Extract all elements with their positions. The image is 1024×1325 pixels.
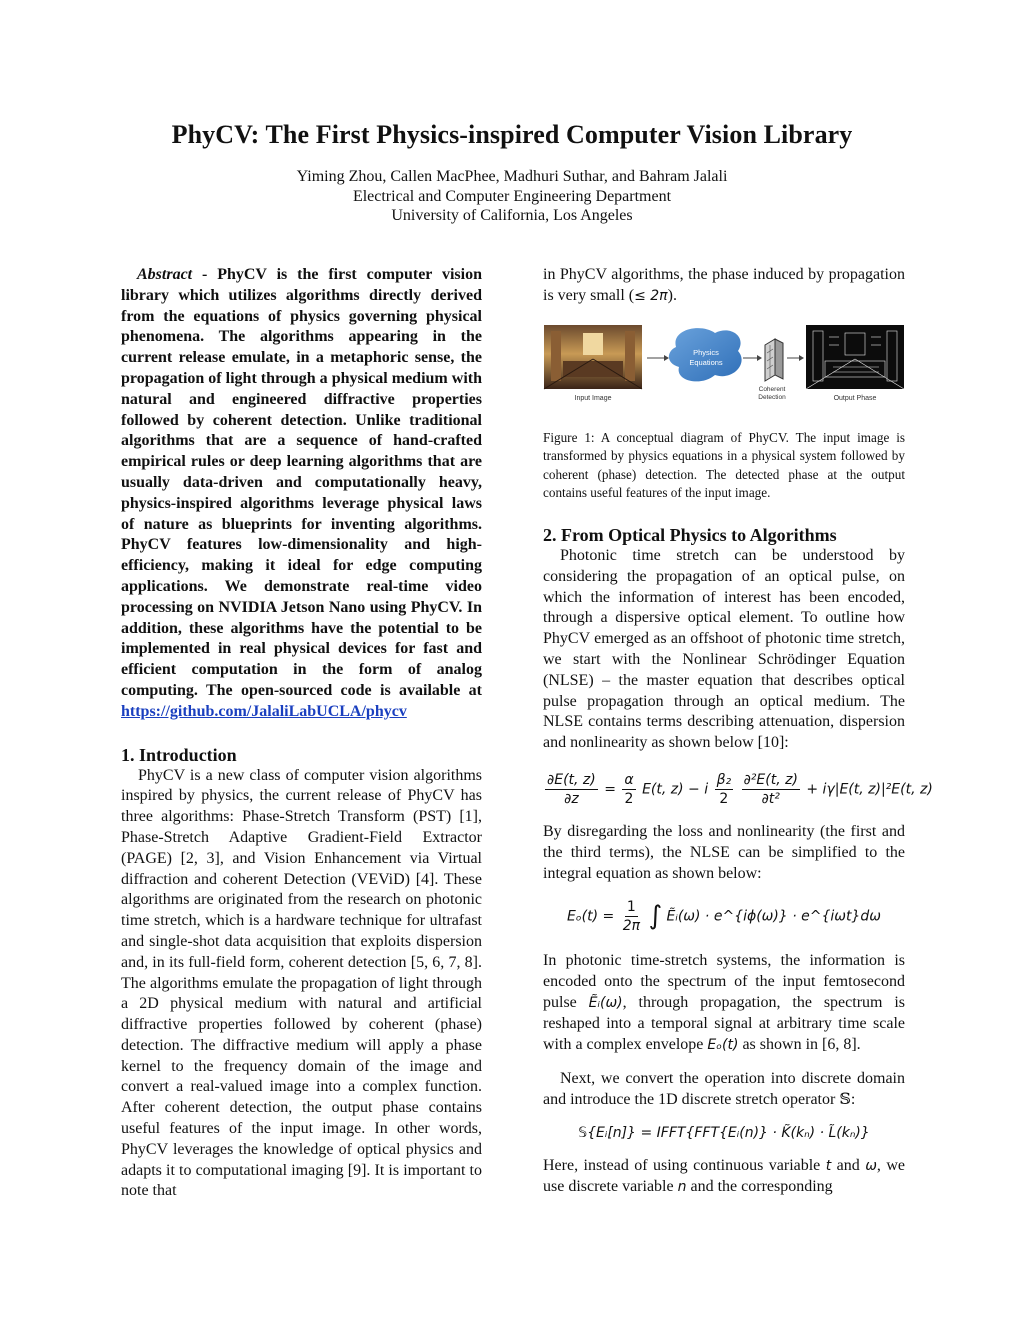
arrow-icon — [743, 355, 762, 361]
stretch-operator-equation: 𝕊{Eᵢ[n]} = IFFT{FFT{Eᵢ(n)} · K̃(kₙ) · L̃(kₙ)} — [578, 1124, 870, 1141]
eq-term: β₂ — [716, 771, 732, 788]
nlse-equation — [543, 771, 933, 808]
p5-math: t — [825, 1157, 832, 1174]
phase-bound-math: ≤ 2π — [634, 287, 668, 304]
figure-caption: Figure 1: A conceptual diagram of PhyCV. The input image is transformed by physics equations in a physical system followed by coherent (phase) detection. The detected phase at the output contains useful features of the input image. — [543, 429, 905, 501]
eq-term: Ẽᵢ(ω) · e^{iϕ(ω)} · e^{iωt}dω — [666, 908, 881, 925]
eq-term: 2π — [622, 918, 641, 935]
intro-heading: 1. Introduction — [121, 744, 237, 765]
input-image — [544, 325, 642, 389]
section2-heading: 2. From Optical Physics to Algorithms — [543, 524, 837, 545]
eq-term: ∂²E(t, z) — [743, 771, 798, 788]
arrow-icon — [787, 355, 804, 361]
eq-term: ∫ — [648, 901, 663, 932]
eq-term: ∂t² — [761, 790, 780, 807]
p3-text: In photonic time-stretch systems, the information is encoded onto the spectrum of the input femtosecond pulse — [543, 952, 905, 1011]
phycv-diagram — [543, 325, 905, 403]
eq-term: 2 — [719, 790, 729, 807]
p3-math: Eₒ(t) — [707, 1036, 739, 1053]
abstract — [121, 265, 482, 723]
p5-math: n — [677, 1178, 687, 1195]
output-phase-label: Output Phase — [833, 394, 877, 402]
eq-term: ∂z — [564, 790, 579, 807]
p5-math: ω — [865, 1157, 877, 1174]
right-column — [543, 265, 933, 1197]
intro-paragraph: PhyCV is a new class of computer vision algorithms inspired by physics, the current release of PhyCV has three algorithms: Phase-Stretch Transform (PST) [1], Phase-Stretch Adaptive Gradient-Field Extractor (PAGE) [2, 3], and Vision Enhancement via Virtual diffraction and coherent Detection (VEViD) [4]. These algorithms are originated from the research on photonic time stretch, which is a hardware technique for ultrafast and single-shot data acquisition that exploits dispersion and, in its full-field form, coherent detection [5, 6, 7, 8]. The algorithms emulate the propagation of light through a 2D physical medium with natural and artificial diffractive properties followed by coherent (phase) detection. The diffractive medium will apply a phase kernel to the frequency domain of the image and convert a real-valued image into a complex function. After coherent detection, the output phase contains useful features of the input image. In other words, PhyCV leverages the knowledge of optical physics and adapts it to computational imaging [9]. It is important to note that — [121, 766, 482, 1200]
output-phase-image — [806, 325, 904, 389]
input-image-label: Input Image — [574, 394, 612, 402]
abstract-text: - PhyCV is the first computer vision library which utilizes algorithms directly derived from the equations of physics governing physical phenomena. The algorithms appearing in the current release emulate, in a metaphoric sense, the propagation of light through a physical medium with natural and engineered diffractive properties followed by coherent detection. Unlike traditional algorithms that are a sequence of hand-crafted empirical rules or deep learning algorithms that are usually data-driven and computationally heavy, physics-inspired algorithms leverage physical laws of nature as blueprints for inventing algorithms. PhyCV features low-dimensionality and high-efficiency, making it ideal for edge computing applications. We demonstrate real-time video processing on NVIDIA Jetson Nano using PhyCV. In addition, these algorithms have the potential to be implemented in real physical devices for fast and efficient computation in the form of analog computing. The open-sourced code is available at — [121, 266, 482, 699]
section2-p1: Photonic time stretch can be understood by considering the propagation of an optical pulse, on which the information of interest has been encoded, through a dispersive optical element. To outline how PhyCV emerged as an offshoot of photonic time stretch, we start with the Nonlinear Schrödinger Equation (NLSE) – the master equation that describes optical pulse propagation through an optical medium. The NLSE contains terms describing attenuation, dispersion and nonlinearity as shown below [10]: — [543, 546, 905, 752]
left-column — [121, 265, 482, 1202]
paper-title: PhyCV: The First Physics-inspired Computer Vision Library — [171, 120, 853, 149]
github-link[interactable]: https://github.com/JalaliLabUCLA/phycv — [121, 702, 407, 720]
section2-p2: By disregarding the loss and nonlinearity (the first and the third terms), the NLSE can be simplified to the integral equation as shown below: — [543, 822, 905, 882]
physics-equations-blob — [669, 328, 742, 381]
integral-equation — [543, 898, 905, 935]
p3-text: , through propagation, the spectrum is reshaped into a temporal signal at arbitrary time scale with a complex envelope — [543, 993, 905, 1053]
p3-math: Ẽᵢ(ω) — [588, 994, 623, 1011]
section2-p5 — [543, 1156, 905, 1198]
detection-label-2: Detection — [758, 393, 786, 401]
p3-text: as shown in [6, 8]. — [738, 1035, 861, 1053]
department: Electrical and Computer Engineering Department — [352, 188, 672, 205]
right-intro-text — [543, 265, 905, 307]
arrow-icon — [647, 355, 669, 361]
eq-term: + iγ|E(t, z)|²E(t, z) — [806, 781, 933, 798]
eq-term: ∂E(t, z) — [547, 771, 596, 788]
eq-term: 2 — [624, 790, 634, 807]
physics-label-2: Equations — [689, 357, 723, 367]
eq-term: 1 — [626, 899, 636, 916]
section2-p3 — [543, 951, 905, 1055]
eq-term: α — [624, 771, 634, 788]
right-text-a: in PhyCV algorithms, the phase induced by propagation is very small ( — [543, 266, 905, 304]
p5-text: and — [831, 1156, 866, 1174]
detector-icon — [765, 339, 783, 381]
section2-p4: Next, we convert the operation into discrete domain and introduce the 1D discrete stretch operator 𝕊: — [543, 1070, 905, 1109]
p5-text: Here, instead of using continuous variable — [543, 1156, 826, 1174]
abstract-label: Abstract — [137, 266, 193, 283]
right-text-b: ). — [667, 286, 677, 304]
p5-text: , we use discrete variable — [543, 1156, 906, 1195]
eq-term: Eₒ(t) = — [567, 908, 615, 925]
figure-1 — [543, 325, 905, 403]
p5-text: and the corresponding — [686, 1177, 833, 1195]
physics-label-1: Physics — [693, 347, 719, 357]
eq-term: = — [604, 781, 616, 798]
eq-term: E(t, z) − i — [642, 781, 709, 798]
authors: Yiming Zhou, Callen MacPhee, Madhuri Suthar, and Bahram Jalali — [296, 168, 728, 185]
university: University of California, Los Angeles — [391, 207, 633, 224]
detection-label: Coherent — [758, 385, 786, 393]
